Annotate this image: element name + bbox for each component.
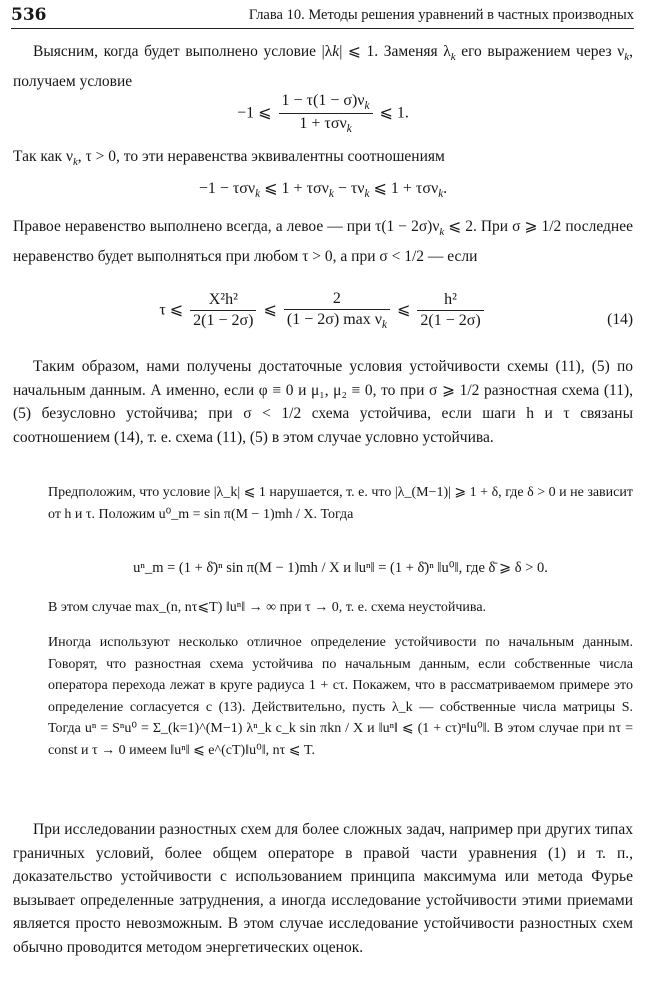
equation-condition: −1 ⩽ $\frac{1 - \tau(1 - \sigma)\nu_k}{1 + \tau\sigma\nu_k}$ ⩽ 1. [237, 92, 409, 136]
smallprint-unstable: В этом случае max_(n, nτ⩽T) ‖uⁿ‖ → ∞ при τ → 0, т. е. схема неустойчива. [48, 600, 487, 615]
smallprint-alternative-definition: Иногда используют несколько отличное определение устойчивости по начальным данным. Говорят, что разностная схема устойчива по начальным данным, если собственные числа оператора перехода лежат в круге радиуса 1 + cτ. Покажем, что в рассматриваемом примере это определение согласуется с (13). Действительно, пусть λ_k — собственные числа матрицы S. Тогда uⁿ = Sⁿu⁰ = Σ_(k=1)^(M−1) λⁿ_k c_k sin πkn / X и ‖uⁿ‖ ⩽ (1 + cτ)ⁿ‖u⁰‖. В этом случае при nτ = const и τ → 0 имеем ‖uⁿ‖ ⩽ e^(cT)‖u⁰‖, nτ ⩽ T. [48, 635, 633, 758]
paragraph-right-inequality: Правое неравенство выполнено всегда, а левое — при $\tau(1 - 2\sigma)\nu_k$ ⩽ 2. При σ ⩾ 1/2 последнее неравенство будет выполняться при любом τ > 0, а при σ < 1/2 — если [13, 218, 633, 265]
smallprint-counterexample: Предположим, что условие |λ_k| ⩽ 1 нарушается, т. е. что |λ_(M−1)| ⩾ 1 + δ, где δ > 0 и не зависит от h и τ. Положим u⁰_m = sin π(M − 1)mh / X. Тогда [48, 485, 633, 522]
paragraph-stability-condition: Выясним, когда будет выполнено условие |λk| ⩽ 1. Заменяя $\lambda_k$ его выражением через $\nu_k$, получаем условие [13, 43, 633, 90]
smallprint-equation: uⁿ_m = (1 + δ̄)ⁿ sin π(M − 1)mh / X и ‖uⁿ‖ = (1 + δ̄)ⁿ ‖u⁰‖, где δ̄ ⩾ δ > 0. [133, 560, 548, 576]
running-head: Глава 10. Методы решения уравнений в частных производных [248, 7, 634, 23]
paragraph-equivalent: Так как $\nu_k$, τ > 0, то эти неравенства эквивалентны соотношениям [13, 148, 445, 169]
paragraph-sufficient-conditions: Таким образом, нами получены достаточные условия устойчивости схемы (11), (5) по начальным данным. А именно, если φ ≡ 0 и μ₁, μ₂ ≡ 0, то при σ ⩾ 1/2 разностная схема (11), (5) безусловно устойчива; при σ < 1/2 схема устойчива, если шаги h и τ связаны соотношением (14), т. е. схема (11), (5) в этом случае условно устойчива. [13, 358, 633, 446]
page-number: 536 [11, 5, 47, 25]
equation-inequalities: −1 − τσν$_k$ ⩽ $1 + \tau\sigma\nu_k - \tau\nu_k$ ⩽ 1 + τσν$_k$. [198, 180, 448, 201]
equation-number: (14) [607, 311, 633, 328]
paragraph-energy-estimates: При исследовании разностных схем для более сложных задач, например при других типах граничных условий, более общем операторе в правой части уравнения (1) и т. п., доказательство устойчивости с использованием принципа максимума или метода Фурье вызывает определенные затруднения, а иногда исследование устойчивости этими приемами является просто невозможным. В этом случае исследование устойчивости разностных схем обычно проводится методом энергетических оценок. [13, 821, 633, 956]
page-header [11, 2, 634, 29]
equation-14: τ ⩽ $\frac{\text{X²h²}}{2(1 - 2\sigma)}$ ⩽ $\frac{2}{(1 - 2\sigma) \max \nu_k}$ ⩽ $\frac{\text{h²}}{2(1 - 2\sigma)}$ (14) [159, 290, 633, 332]
